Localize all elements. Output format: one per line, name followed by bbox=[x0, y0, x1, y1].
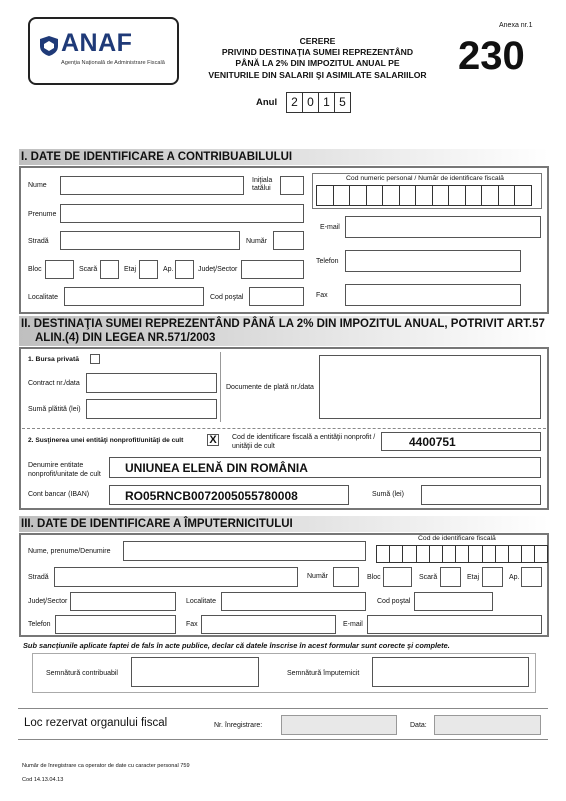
imp-cod-digit[interactable] bbox=[521, 545, 535, 563]
imp-numar-field[interactable] bbox=[333, 567, 359, 587]
semnatura-imputernicit-label: Semnătură împuternicit bbox=[287, 670, 360, 677]
imp-cod-digit[interactable] bbox=[468, 545, 482, 563]
scara-field[interactable] bbox=[100, 260, 119, 279]
fax-label: Fax bbox=[316, 292, 328, 299]
imp-strada-label: Stradă bbox=[28, 574, 49, 581]
bursa-label: 1. Bursa privată bbox=[28, 356, 79, 363]
imp-fax-label: Fax bbox=[186, 621, 198, 628]
cnp-digit[interactable] bbox=[333, 185, 351, 206]
denumire-label bbox=[28, 461, 101, 479]
cod-fiscal-entitate-field[interactable] bbox=[381, 432, 541, 451]
form-title-line: CERERE bbox=[299, 36, 336, 46]
data-field[interactable] bbox=[434, 715, 541, 735]
section1-title: I. DATE DE IDENTIFICARE A CONTRIBUABILULUI bbox=[19, 149, 549, 165]
logo-text: ANAF bbox=[61, 29, 133, 57]
cnp-digit[interactable] bbox=[399, 185, 417, 206]
suma-platita-field[interactable] bbox=[86, 399, 217, 419]
imp-etaj-label: Etaj bbox=[467, 574, 480, 581]
footer-cod: Cod 14.13.04.13 bbox=[22, 777, 64, 783]
denumire-label-line: nonprofit/unitate de cult bbox=[28, 471, 101, 478]
cnp-digit[interactable] bbox=[448, 185, 466, 206]
imp-telefon-label: Telefon bbox=[28, 621, 51, 628]
documente-field[interactable] bbox=[319, 355, 541, 419]
cod-fiscal-entitate-line: unităţii de cult bbox=[232, 443, 275, 450]
logo-box bbox=[28, 17, 179, 85]
ap-label: Ap. bbox=[163, 266, 174, 273]
cod-postal-label: Cod poştal bbox=[210, 294, 244, 301]
denumire-value: UNIUNEA ELENĂ DIN ROMÂNIA bbox=[125, 461, 308, 475]
cnp-digit[interactable] bbox=[432, 185, 450, 206]
imp-scara-field[interactable] bbox=[440, 567, 461, 587]
cnp-digit[interactable] bbox=[349, 185, 367, 206]
sustinere-check-mark: X bbox=[209, 434, 217, 446]
ap-field[interactable] bbox=[175, 260, 194, 279]
cnp-digit[interactable] bbox=[316, 185, 334, 206]
numar-label: Număr bbox=[246, 238, 268, 245]
semnatura-contribuabil-field[interactable] bbox=[131, 657, 259, 687]
suma-field[interactable] bbox=[421, 485, 541, 505]
bloc-label: Bloc bbox=[28, 266, 42, 273]
imp-localitate-field[interactable] bbox=[221, 592, 366, 611]
prenume-field[interactable] bbox=[60, 204, 304, 223]
localitate-label: Localitate bbox=[28, 294, 58, 301]
anaf-logo-icon bbox=[39, 35, 59, 57]
contract-field[interactable] bbox=[86, 373, 217, 393]
imp-scara-label: Scară bbox=[419, 574, 438, 581]
imp-cod-postal-label: Cod poştal bbox=[377, 598, 411, 605]
bloc-field[interactable] bbox=[45, 260, 74, 279]
imp-cod-postal-field[interactable] bbox=[414, 592, 493, 611]
initiala-label bbox=[252, 177, 272, 193]
form-title-line: PRIVIND DESTINAŢIA SUMEI REPREZENTÂND bbox=[221, 47, 414, 58]
scara-label: Scară bbox=[79, 266, 98, 273]
bursa-checkbox[interactable] bbox=[90, 354, 100, 364]
nr-inregistrare-label: Nr. înregistrare: bbox=[214, 722, 263, 729]
imp-cod-digit[interactable] bbox=[534, 545, 548, 563]
imp-judet-label: Judeţ/Sector bbox=[28, 598, 68, 605]
etaj-field[interactable] bbox=[139, 260, 158, 279]
year-field[interactable] bbox=[286, 92, 351, 113]
imp-ap-field[interactable] bbox=[521, 567, 542, 587]
documente-label: Documente de plată nr./data bbox=[226, 384, 314, 391]
imp-cod-fiscal-field[interactable] bbox=[376, 545, 548, 563]
bursa-divider bbox=[220, 352, 221, 422]
semnatura-contribuabil-label: Semnătură contribuabil bbox=[46, 670, 118, 677]
logo-subtitle: Agenţia Naţională de Administrare Fiscală bbox=[61, 60, 165, 66]
email-label: E-mail bbox=[320, 224, 340, 231]
imp-cod-digit[interactable] bbox=[429, 545, 443, 563]
initiala-label-line: Iniţiala bbox=[252, 177, 273, 184]
judet-field[interactable] bbox=[241, 260, 304, 279]
imp-cod-digit[interactable] bbox=[508, 545, 522, 563]
strada-label: Stradă bbox=[28, 238, 49, 245]
cont-value: RO05RNCB0072005055780008 bbox=[125, 489, 298, 503]
prenume-label: Prenume bbox=[28, 211, 57, 218]
annex-label: Anexa nr.1 bbox=[499, 22, 533, 29]
cod-fiscal-entitate-line: Cod de identificare fiscală a entităţii nonprofit / bbox=[232, 434, 376, 441]
year-digit[interactable]: 2 bbox=[286, 92, 303, 113]
cnp-digit[interactable] bbox=[498, 185, 516, 206]
telefon-label: Telefon bbox=[316, 258, 339, 265]
data-label: Data: bbox=[410, 722, 427, 729]
imp-strada-field[interactable] bbox=[54, 567, 298, 587]
form-title bbox=[190, 36, 445, 81]
imp-nume-field[interactable] bbox=[123, 541, 366, 561]
imp-cod-digit[interactable] bbox=[416, 545, 430, 563]
cont-label: Cont bancar (IBAN) bbox=[28, 491, 90, 498]
reserved-title: Loc rezervat organului fiscal bbox=[24, 717, 168, 729]
cnp-field[interactable] bbox=[316, 185, 532, 206]
initiala-field[interactable] bbox=[280, 176, 304, 195]
cnp-digit[interactable] bbox=[366, 185, 384, 206]
cnp-digit[interactable] bbox=[465, 185, 483, 206]
imp-cod-digit[interactable] bbox=[376, 545, 390, 563]
year-digit[interactable]: 1 bbox=[318, 92, 335, 113]
fax-field[interactable] bbox=[345, 284, 521, 306]
imp-cod-digit[interactable] bbox=[455, 545, 469, 563]
cnp-digit[interactable] bbox=[415, 185, 433, 206]
initiala-label-line: tatălui bbox=[252, 185, 271, 192]
contract-label: Contract nr./data bbox=[28, 380, 80, 387]
imp-localitate-label: Localitate bbox=[186, 598, 216, 605]
declaration-text: Sub sancţiunile aplicate faptei de fals în acte publice, declar că datele înscrise în acest formular sunt corecte şi complete. bbox=[23, 641, 450, 650]
section2-title bbox=[19, 316, 549, 346]
suma-label: Sumă (lei) bbox=[372, 491, 404, 498]
form-title-line: VENITURILE DIN SALARII ŞI ASIMILATE SALARIILOR bbox=[208, 69, 427, 80]
nr-inregistrare-field[interactable] bbox=[281, 715, 397, 735]
cod-postal-field[interactable] bbox=[249, 287, 304, 306]
imp-etaj-field[interactable] bbox=[482, 567, 503, 587]
section2-divider bbox=[22, 428, 546, 429]
form-title-line: PÂNĂ LA 2% DIN IMPOZITUL ANUAL PE bbox=[235, 58, 400, 69]
year-label: Anul bbox=[256, 97, 278, 108]
judet-label: Judeţ/Sector bbox=[198, 266, 238, 273]
telefon-field[interactable] bbox=[345, 250, 521, 272]
nume-field[interactable] bbox=[60, 176, 244, 195]
imp-bloc-field[interactable] bbox=[383, 567, 412, 587]
semnatura-imputernicit-field[interactable] bbox=[372, 657, 529, 687]
localitate-field[interactable] bbox=[64, 287, 204, 306]
year-digit[interactable]: 0 bbox=[302, 92, 319, 113]
cnp-digit[interactable] bbox=[514, 185, 532, 206]
imp-nume-label: Nume, prenume/Denumire bbox=[28, 548, 111, 555]
section2-title-line: II. DESTINAŢIA SUMEI REPREZENTÂND PÂNĂ LA 2% DIN IMPOZITUL ANUAL, POTRIVIT ART.57 bbox=[21, 318, 545, 330]
imp-cod-digit[interactable] bbox=[495, 545, 509, 563]
form-number: 230 bbox=[458, 34, 525, 78]
nume-label: Nume bbox=[28, 182, 47, 189]
email-field[interactable] bbox=[345, 216, 541, 238]
cod-fiscal-entitate-label bbox=[232, 433, 375, 451]
sustinere-label: 2. Susţinerea unei entităţi nonprofit/unităţi de cult bbox=[28, 437, 184, 444]
cnp-label: Cod numeric personal / Număr de identificare fiscală bbox=[346, 175, 504, 182]
cnp-digit[interactable] bbox=[382, 185, 400, 206]
imp-cod-digit[interactable] bbox=[482, 545, 496, 563]
imp-cod-fiscal-label: Cod de identificare fiscală bbox=[418, 535, 496, 542]
imp-judet-field[interactable] bbox=[70, 592, 176, 611]
imp-ap-label: Ap. bbox=[509, 574, 520, 581]
imp-bloc-label: Bloc bbox=[367, 574, 381, 581]
year-digit[interactable]: 5 bbox=[334, 92, 351, 113]
numar-field[interactable] bbox=[273, 231, 304, 250]
imp-cod-digit[interactable] bbox=[389, 545, 403, 563]
imp-fax-field[interactable] bbox=[201, 615, 336, 634]
imp-email-field[interactable] bbox=[367, 615, 542, 634]
section2-title-line: ALIN.(4) DIN LEGEA NR.571/2003 bbox=[35, 332, 216, 344]
denumire-label-line: Denumire entitate bbox=[28, 462, 84, 469]
footer-operator: Număr de înregistrare ca operator de date cu caracter personal 759 bbox=[22, 763, 190, 769]
etaj-label: Etaj bbox=[124, 266, 137, 273]
strada-field[interactable] bbox=[60, 231, 240, 250]
imp-telefon-field[interactable] bbox=[55, 615, 176, 634]
imp-email-label: E-mail bbox=[343, 621, 363, 628]
section3-title: III. DATE DE IDENTIFICARE A ÎMPUTERNICITULUI bbox=[19, 516, 549, 532]
suma-platita-label: Sumă plătită (lei) bbox=[28, 406, 81, 413]
cod-fiscal-entitate-value: 4400751 bbox=[409, 435, 456, 449]
sustinere-checkbox[interactable] bbox=[207, 434, 219, 446]
imp-numar-label: Număr bbox=[307, 573, 329, 580]
imp-cod-digit[interactable] bbox=[442, 545, 456, 563]
cnp-digit[interactable] bbox=[481, 185, 499, 206]
imp-cod-digit[interactable] bbox=[402, 545, 416, 563]
